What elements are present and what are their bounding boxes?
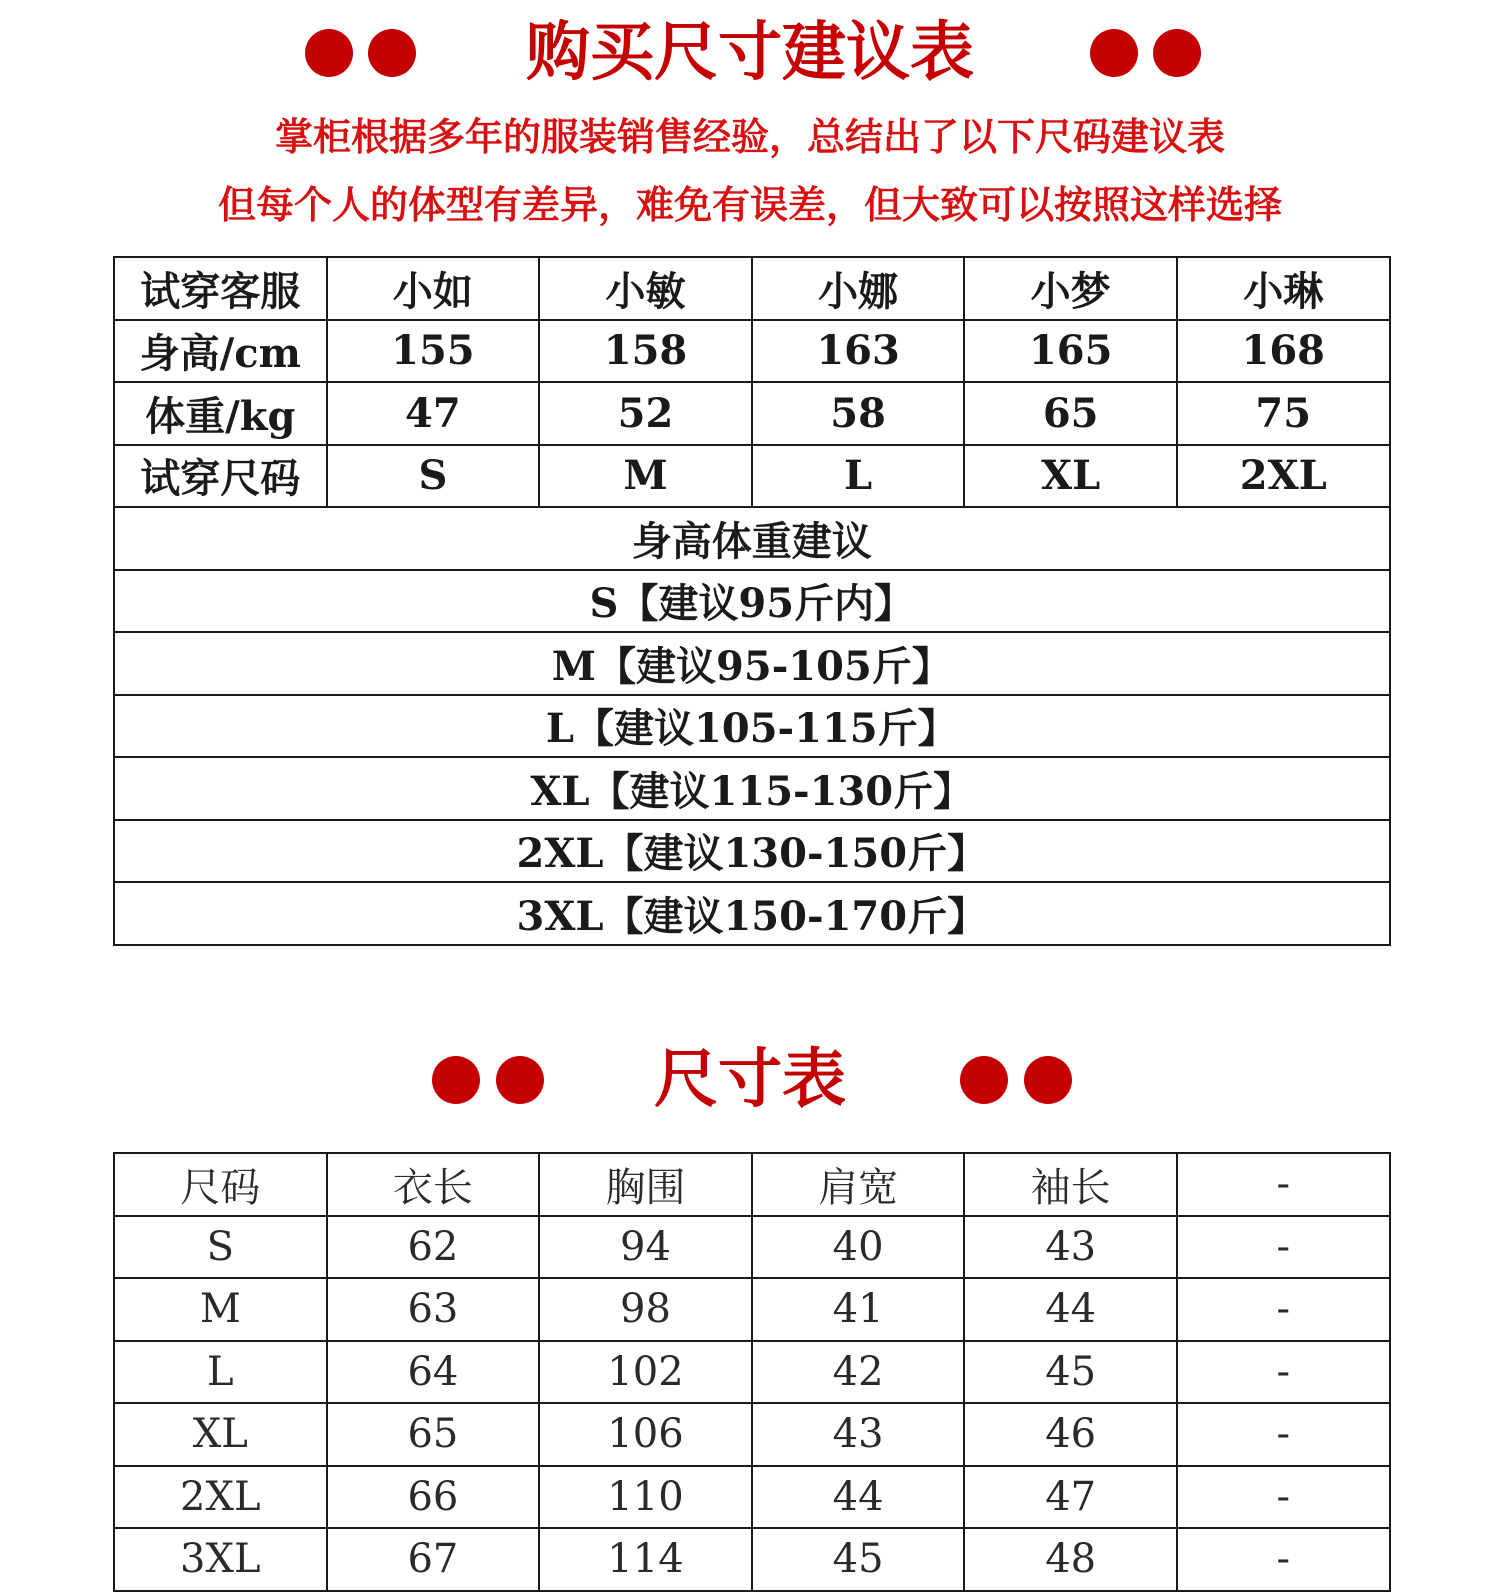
advice-title-cell: 身高体重建议 (114, 507, 1390, 570)
table-cell: 47 (964, 1466, 1177, 1529)
table-row (114, 257, 1390, 320)
table-cell: 158 (539, 320, 752, 383)
table-row (114, 382, 1390, 445)
table-cell: - (1177, 1466, 1390, 1529)
row-label-cell: 试穿尺码 (114, 445, 327, 508)
table-row (114, 632, 1390, 695)
header-cell: 小娜 (752, 257, 965, 320)
header-cell: 尺码 (114, 1153, 327, 1216)
row-label-cell: 身高/cm (114, 320, 327, 383)
advice-cell: M【建议95-105斤】 (114, 632, 1390, 695)
table-cell: XL (964, 445, 1177, 508)
table-row (114, 882, 1390, 945)
title-row (0, 13, 1500, 93)
table-cell: 44 (752, 1466, 965, 1529)
table-cell: 155 (327, 320, 540, 383)
table-cell: 75 (1177, 382, 1390, 445)
size-section-title: 尺寸表 (654, 1042, 846, 1117)
header-cell: 小梦 (964, 257, 1177, 320)
table-row (114, 1216, 1390, 1279)
table-cell: 43 (752, 1403, 965, 1466)
table-cell: 47 (327, 382, 540, 445)
table-row (114, 570, 1390, 633)
table-cell: 106 (539, 1403, 752, 1466)
table-cell: 63 (327, 1278, 540, 1341)
table-row (114, 507, 1390, 570)
table-cell: L (114, 1341, 327, 1404)
table-row (114, 445, 1390, 508)
table-cell: 65 (327, 1403, 540, 1466)
table-cell: 48 (964, 1528, 1177, 1591)
table-cell: 44 (964, 1278, 1177, 1341)
advice-cell: 3XL【建议150-170斤】 (114, 882, 1390, 945)
table-cell: 40 (752, 1216, 965, 1279)
header-cell: 试穿客服 (114, 257, 327, 320)
fit-suggestion-table (113, 256, 1391, 946)
table-cell: 165 (964, 320, 1177, 383)
red-dot-icon (1090, 29, 1138, 77)
page-title: 购买尺寸建议表 (526, 15, 974, 90)
red-dot-icon (960, 1056, 1008, 1104)
table-cell: 2XL (114, 1466, 327, 1529)
size-section-title-row (0, 1040, 1500, 1120)
red-dot-icon (1024, 1056, 1072, 1104)
table-cell: 45 (752, 1528, 965, 1591)
table-cell: 3XL (114, 1528, 327, 1591)
table-cell: 2XL (1177, 445, 1390, 508)
table-cell: 67 (327, 1528, 540, 1591)
table-cell: - (1177, 1403, 1390, 1466)
table-cell: 52 (539, 382, 752, 445)
table-cell: - (1177, 1341, 1390, 1404)
advice-cell: XL【建议115-130斤】 (114, 757, 1390, 820)
table-cell: L (752, 445, 965, 508)
table-cell: 102 (539, 1341, 752, 1404)
table-cell: 94 (539, 1216, 752, 1279)
table-cell: - (1177, 1216, 1390, 1279)
red-dot-icon (1153, 29, 1201, 77)
size-table (113, 1152, 1391, 1592)
subtitle-line-1: 掌柜根据多年的服装销售经验，总结出了以下尺码建议表 (274, 114, 1225, 159)
table-cell: 114 (539, 1528, 752, 1591)
table-cell: 45 (964, 1341, 1177, 1404)
table-row (114, 1403, 1390, 1466)
table-cell: 46 (964, 1403, 1177, 1466)
header-cell: 袖长 (964, 1153, 1177, 1216)
table-cell: 66 (327, 1466, 540, 1529)
table-cell: 58 (752, 382, 965, 445)
table-row (114, 1341, 1390, 1404)
header-cell: 小琳 (1177, 257, 1390, 320)
header-cell: 小敏 (539, 257, 752, 320)
header-cell: 衣长 (327, 1153, 540, 1216)
table-cell: M (114, 1278, 327, 1341)
advice-cell: 2XL【建议130-150斤】 (114, 820, 1390, 883)
advice-cell: S【建议95斤内】 (114, 570, 1390, 633)
table-cell: - (1177, 1528, 1390, 1591)
table-row (114, 1153, 1390, 1216)
table-cell: M (539, 445, 752, 508)
subtitle-line-2: 但每个人的体型有差异，难免有误差，但大致可以按照这样选择 (217, 182, 1282, 227)
table-cell: S (114, 1216, 327, 1279)
table-row (114, 695, 1390, 758)
table-row (114, 757, 1390, 820)
header-cell: - (1177, 1153, 1390, 1216)
table-cell: 110 (539, 1466, 752, 1529)
table-row (114, 1278, 1390, 1341)
table-cell: 42 (752, 1341, 965, 1404)
header-cell: 肩宽 (752, 1153, 965, 1216)
header-cell: 小如 (327, 257, 540, 320)
table-cell: - (1177, 1278, 1390, 1341)
table-cell: 62 (327, 1216, 540, 1279)
row-label-cell: 体重/kg (114, 382, 327, 445)
table-row (114, 1466, 1390, 1529)
table-cell: 98 (539, 1278, 752, 1341)
table-cell: 43 (964, 1216, 1177, 1279)
table-cell: 65 (964, 382, 1177, 445)
table-cell: 163 (752, 320, 965, 383)
table-cell: S (327, 445, 540, 508)
table-cell: 41 (752, 1278, 965, 1341)
table-row (114, 320, 1390, 383)
table-row (114, 1528, 1390, 1591)
table-row (114, 820, 1390, 883)
table-cell: XL (114, 1403, 327, 1466)
advice-cell: L【建议105-115斤】 (114, 695, 1390, 758)
table-cell: 64 (327, 1341, 540, 1404)
header-cell: 胸围 (539, 1153, 752, 1216)
table-cell: 168 (1177, 320, 1390, 383)
